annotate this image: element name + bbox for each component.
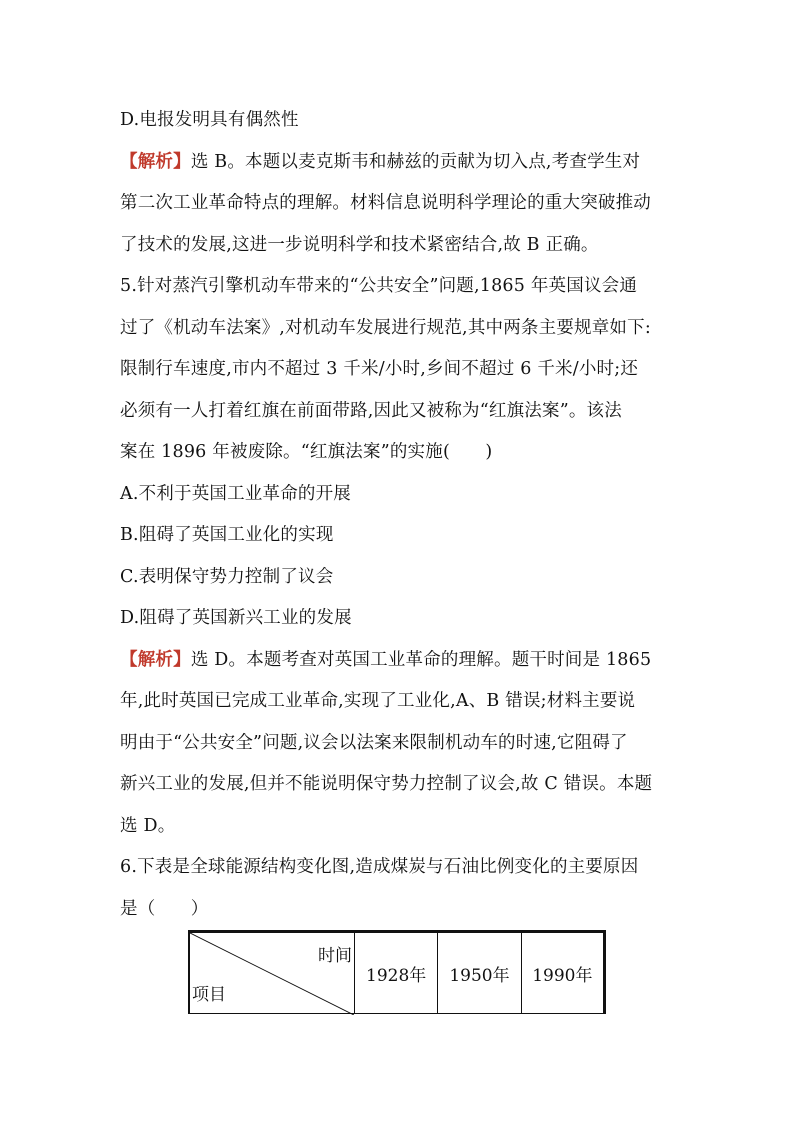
- q4-analysis-line-1: 【解析】选 B。本题以麦克斯韦和赫兹的贡献为切入点,考查学生对: [120, 151, 641, 172]
- q5-analysis-line-4: 新兴工业的发展,但并不能说明保守势力控制了议会,故 C 错误。本题: [120, 774, 653, 794]
- q5-option-c: C.表明保守势力控制了议会: [120, 566, 334, 587]
- q4-option-d: D.电报发明具有偶然性: [120, 110, 299, 130]
- q5-stem-line-4: 必须有一人打着红旗在前面带路,因此又被称为“红旗法案”。该法: [120, 400, 622, 421]
- table-header-year: 1928年: [355, 932, 438, 1014]
- q4-analysis-line-3: 了技术的发展,这进一步说明科学和技术紧密结合,故 B 正确。: [120, 234, 599, 255]
- q5-stem-line-5: 案在 1896 年被废除。“红旗法案”的实施( ): [120, 442, 493, 462]
- q5-analysis-line-3: 明由于“公共安全”问题,议会以法案来限制机动车的时速,它阻碍了: [120, 732, 628, 753]
- q5-option-b: B.阻碍了英国工业化的实现: [120, 525, 334, 545]
- table-header-year: 1990年: [521, 932, 604, 1014]
- q6-stem-line-1: 6.下表是全球能源结构变化图,造成煤炭与石油比例变化的主要原因: [120, 857, 639, 877]
- analysis-tag: 【解析】: [120, 649, 191, 670]
- q5-stem-line-1: 5.针对蒸汽引擎机动车带来的“公共安全”问题,1865 年英国议会通: [120, 276, 638, 296]
- table-header-year: 1950年: [438, 932, 521, 1014]
- q5-analysis-line-2: 年,此时英国已完成工业革命,实现了工业化,A、B 错误;材料主要说: [120, 691, 636, 711]
- energy-table-grid: [188, 930, 606, 1014]
- q5-stem-line-3: 限制行车速度,市内不超过 3 千米/小时,乡间不超过 6 千米/小时;还: [120, 359, 639, 379]
- document-page: [120, 100, 680, 930]
- q5-analysis-line-5: 选 D。: [120, 815, 176, 836]
- energy-structure-table: [188, 930, 606, 1014]
- q5-option-d: D.阻碍了英国新兴工业的发展: [120, 608, 352, 628]
- q5-analysis-line-1: 【解析】选 D。本题考查对英国工业革命的理解。题干时间是 1865: [120, 649, 652, 670]
- corner-label-time: 时间: [318, 946, 352, 966]
- analysis-tag: 【解析】: [120, 151, 191, 172]
- q5-stem-line-2: 过了《机动车法案》,对机动车发展进行规范,其中两条主要规章如下:: [120, 317, 651, 338]
- q5-option-a: A.不利于英国工业革命的开展: [120, 483, 351, 504]
- table-corner-cell: [189, 932, 355, 1014]
- corner-label-item: 项目: [192, 985, 226, 1005]
- table-row: [189, 932, 605, 1014]
- q6-stem-line-2: 是（ ）: [120, 898, 209, 919]
- q4-analysis-line-2: 第二次工业革命特点的理解。材料信息说明科学理论的重大突破推动: [120, 193, 651, 213]
